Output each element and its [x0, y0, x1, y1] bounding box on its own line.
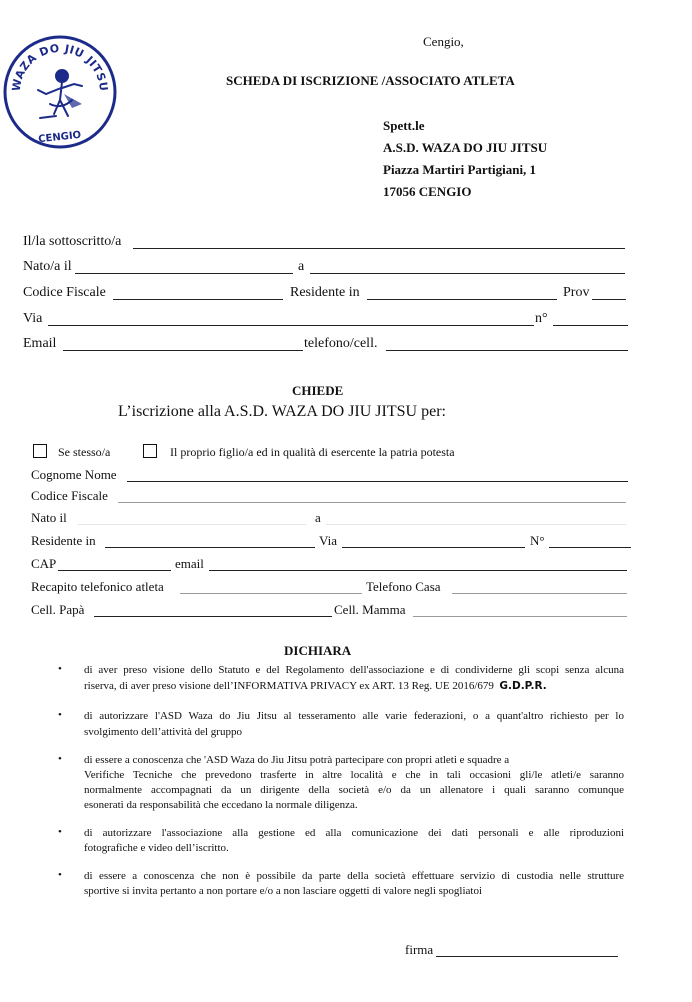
birth-date-field[interactable] — [75, 273, 293, 274]
athlete-street-label: Via — [319, 533, 337, 548]
declaration-1-line-2 — [84, 679, 624, 694]
self-option-label: Se stesso/a — [58, 445, 111, 459]
resident-label: Residente in — [290, 285, 360, 300]
recipient-line-2: A.S.D. WAZA DO JIU JITSU — [383, 140, 548, 155]
declaration-heading: DICHIARA — [284, 643, 352, 658]
declaration-3-line-1: di essere a conoscenza che 'ASD Waza do Jiu Jitsu potrà partecipare con propri atleti e squadre a — [84, 754, 510, 766]
bullet-1: • — [58, 663, 62, 675]
declaration-3-line-3: normalmente accompagnati da un dirigente della società e/o da un allenatore i quali saranno comunque — [84, 784, 624, 796]
bullet-4: • — [58, 826, 62, 838]
street-field[interactable] — [48, 325, 534, 326]
recipient-line-1: Spett.le — [383, 118, 425, 133]
tax-code-label: Codice Fiscale — [23, 285, 106, 300]
signature-field[interactable] — [436, 956, 618, 957]
declaration-2-line-1: di autorizzare l'ASD Waza do Jiu Jitsu al tesseramento alle varie federazioni, o a quant'altro richiesto per lo — [84, 710, 624, 722]
declaration-4-line-2: fotografiche e video dell’iscritto. — [84, 842, 229, 854]
athlete-resident-field[interactable] — [105, 547, 315, 548]
athlete-cap-field[interactable] — [58, 570, 171, 571]
email-label: Email — [23, 336, 57, 351]
dad-phone-field[interactable] — [94, 616, 332, 617]
recipient-line-3: Piazza Martiri Partigiani, 1 — [383, 162, 537, 177]
birth-place-field[interactable] — [310, 273, 625, 274]
logo-text-top: WAZA DO JIU JITSU — [9, 41, 111, 93]
athlete-street-field[interactable] — [342, 547, 525, 548]
athlete-birth-place-field[interactable] — [326, 524, 626, 525]
request-heading: CHIEDE — [292, 383, 344, 398]
athlete-birth-date-field[interactable] — [78, 524, 306, 525]
mom-phone-field[interactable] — [413, 616, 627, 617]
gdpr-label: G.D.P.R. — [499, 680, 547, 692]
phone-label: telefono/cell. — [304, 336, 378, 351]
signature-label: firma — [405, 942, 434, 957]
undersigned-field[interactable] — [133, 248, 625, 249]
street-label: Via — [23, 311, 43, 326]
athlete-name-field[interactable] — [127, 481, 628, 482]
club-logo — [2, 34, 118, 150]
child-option-label: Il proprio figlio/a ed in qualità di esercente la patria potesta — [170, 445, 455, 459]
declaration-4-line-1: di autorizzare l'associazione alla gestione ed alla comunicazione dei dati personali e alle riproduzioni — [84, 827, 624, 839]
recipient-line-4: 17056 CENGIO — [383, 184, 472, 199]
athlete-name-label: Cognome Nome — [31, 467, 117, 482]
mom-phone-label: Cell. Mamma — [334, 602, 406, 617]
athlete-tax-code-label: Codice Fiscale — [31, 488, 108, 503]
tax-code-field[interactable] — [113, 299, 283, 300]
declaration-5-line-1: di essere a conoscenza che non è possibile da parte della società effettuare servizio di custodia nelle strutture — [84, 870, 624, 882]
home-phone-label: Telefono Casa — [366, 579, 441, 594]
athlete-birth-place-label: a — [315, 510, 321, 525]
form-title: SCHEDA DI ISCRIZIONE /ASSOCIATO ATLETA — [226, 73, 515, 88]
email-field[interactable] — [63, 350, 303, 351]
athlete-resident-label: Residente in — [31, 533, 96, 548]
athlete-email-label: email — [175, 556, 204, 571]
club-logo-emblem — [2, 34, 118, 150]
bullet-3: • — [58, 753, 62, 765]
declaration-3-line-2: Verifiche Tecniche che prevedono trasferte in altre località e che in tali occasioni gli/le atleti/e saranno — [84, 769, 624, 781]
birth-place-label: a — [298, 259, 305, 274]
home-phone-field[interactable] — [452, 593, 627, 594]
declaration-5-line-2: sportive si invita pertanto a non portare e/o a non lasciare oggetti di valore negli spogliatoi — [84, 885, 483, 897]
athlete-number-label: N° — [530, 533, 545, 548]
child-checkbox[interactable] — [143, 444, 157, 458]
athlete-number-field[interactable] — [549, 547, 631, 548]
declaration-3-line-4: esonerati da responsabilità che eccedano la normale diligenza. — [84, 799, 358, 811]
bullet-5: • — [58, 869, 62, 881]
athlete-born-label: Nato il — [31, 510, 67, 525]
athlete-phone-label: Recapito telefonico atleta — [31, 579, 164, 594]
athlete-email-field[interactable] — [209, 570, 627, 571]
declaration-1-line-2-text: riserva, di aver preso visione dell’INFORMATIVA PRIVACY ex ART. 13 Reg. UE 2016/679 — [84, 680, 494, 692]
declaration-2-line-2: svolgimento dell’attività del gruppo — [84, 726, 242, 738]
athlete-cap-label: CAP — [31, 556, 57, 571]
declaration-1-line-1: di aver preso visione dello Statuto e del Regolamento dell'associazione e di condividerne gli scopi senza alcuna — [84, 664, 624, 676]
dad-phone-label: Cell. Papà — [31, 602, 85, 617]
athlete-tax-code-field[interactable] — [118, 502, 626, 503]
request-text: L’iscrizione alla A.S.D. WAZA DO JIU JITSU per: — [118, 403, 446, 420]
province-field[interactable] — [592, 299, 626, 300]
athlete-phone-field[interactable] — [180, 593, 362, 594]
undersigned-label: Il/la sottoscritto/a — [23, 234, 122, 249]
house-number-label: n° — [535, 311, 548, 326]
resident-field[interactable] — [367, 299, 557, 300]
born-label: Nato/a il — [23, 259, 72, 274]
phone-field[interactable] — [386, 350, 628, 351]
self-checkbox[interactable] — [33, 444, 47, 458]
province-label: Prov — [563, 285, 590, 300]
house-number-field[interactable] — [553, 325, 628, 326]
bullet-2: • — [58, 709, 62, 721]
logo-text-bottom: CENGIO — [37, 129, 82, 146]
place-label: Cengio, — [423, 34, 464, 49]
